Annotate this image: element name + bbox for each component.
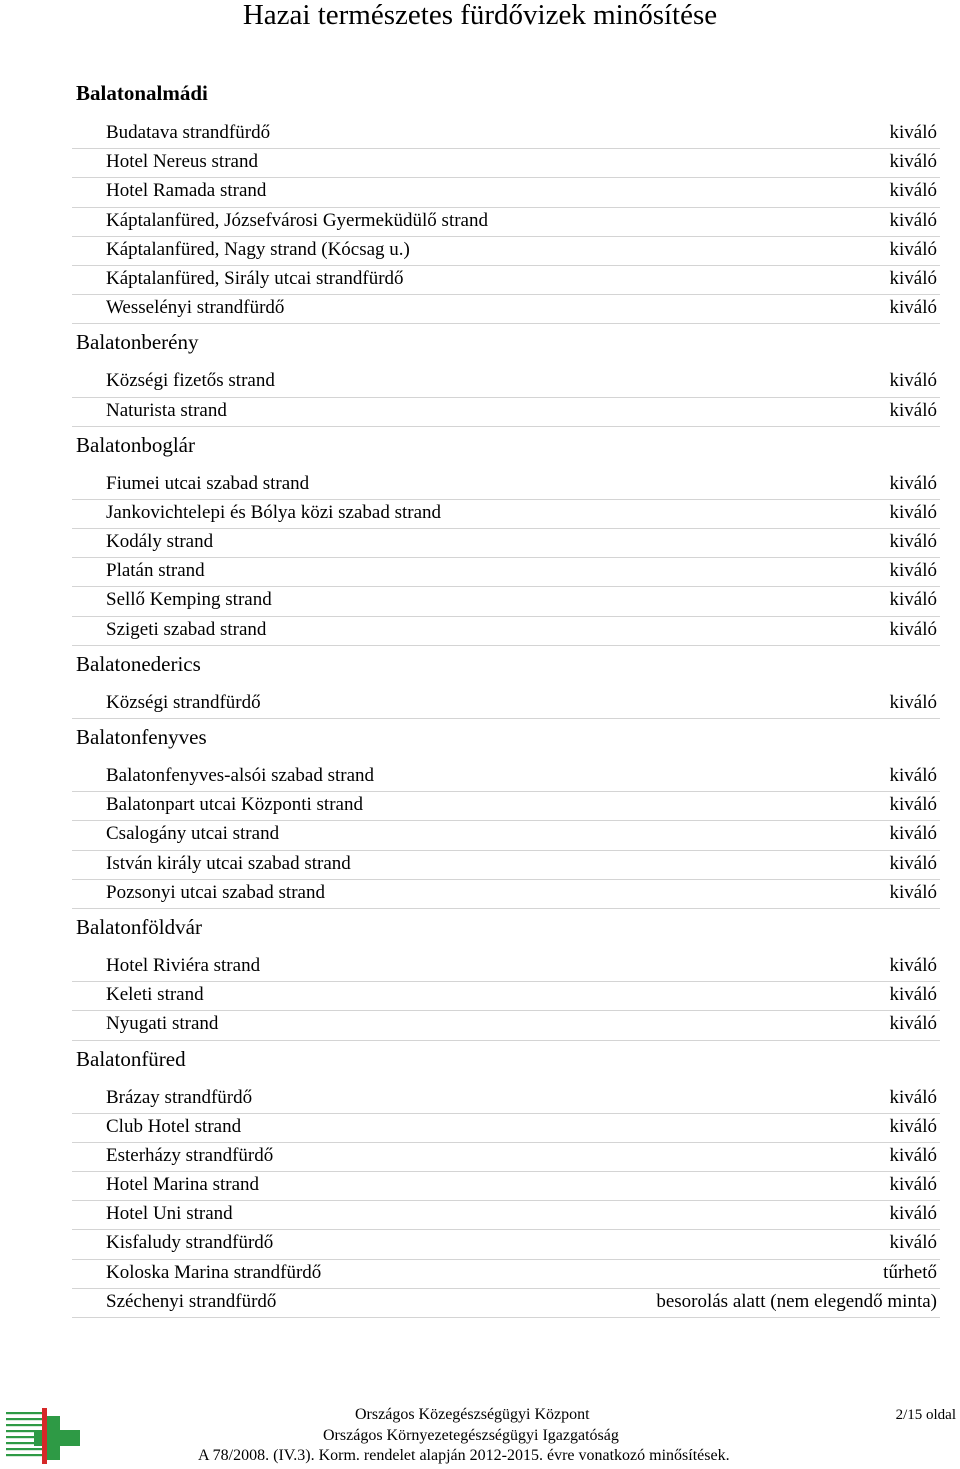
quality-rating: kiváló [889,823,937,845]
quality-rating: kiváló [889,765,937,786]
bathing-site-name: Naturista strand [106,399,227,421]
bathing-site-name: Esterházy strandfürdő [106,1144,274,1166]
table-row [72,617,940,646]
quality-rating: kiváló [889,618,937,640]
quality-rating: kiváló [889,1013,937,1035]
quality-rating: kiváló [889,1086,937,1108]
section-heading: Balatonederics [76,651,201,676]
quality-rating: kiváló [889,267,937,289]
bathing-site-name: Csalogány utcai strand [106,823,280,845]
bathing-site-name: Brázay strandfürdő [106,1086,253,1108]
bathing-site-name: Pozsonyi utcai szabad strand [106,881,325,903]
table-row [72,1201,940,1230]
table-row [72,880,940,909]
quality-rating: kiváló [889,151,937,173]
bathing-site-name: Hotel Riviéra strand [106,954,261,976]
bathing-site-name: Keleti strand [106,984,204,1006]
quality-rating: kiváló [889,209,937,231]
bathing-site-name: Hotel Nereus strand [106,151,258,173]
table-row [72,178,940,207]
quality-rating: tűrhető [883,1261,937,1283]
section-heading: Balatonfenyves [76,725,207,749]
quality-rating: kiváló [889,984,937,1006]
bathing-site-name: Széchenyi strandfürdő [106,1290,277,1312]
table-row [72,295,940,324]
bathing-site-name: Káptalanfüred, Sirály utcai strandfürdő [106,267,404,289]
footer-directorate: Országos Környezetegészségügyi Igazgatóság [323,1427,619,1444]
section-heading: Balatonfüred [76,1046,186,1071]
quality-rating: kiváló [889,691,937,713]
table-row [72,266,940,295]
quality-rating: kiváló [889,297,937,319]
table-row [72,368,940,397]
section [72,1041,940,1319]
table-row [72,1143,940,1172]
bathing-site-name: Koloska Marina strandfürdő [106,1261,322,1283]
bathing-site-name: Balatonfenyves-alsói szabad strand [106,765,375,786]
bathing-water-list [72,76,940,1318]
table-row [72,529,940,558]
quality-rating: kiváló [889,1144,937,1166]
table-row [72,1230,940,1259]
quality-rating: kiváló [889,954,937,976]
bathing-site-name: Hotel Uni strand [106,1203,233,1225]
table-row [72,690,940,719]
quality-rating: kiváló [889,501,937,523]
bathing-site-name: Fiumei utcai szabad strand [106,472,310,494]
bathing-site-name: Balatonpart utcai Központi strand [106,794,363,816]
bathing-site-name: Kodály strand [106,531,214,553]
quality-rating: kiváló [889,589,937,611]
page-number: 2/15 oldal [895,1407,956,1423]
quality-rating: kiváló [889,370,937,392]
bathing-site-name: Platán strand [106,560,205,582]
bathing-site-name: Kisfaludy strandfürdő [106,1232,274,1254]
section-heading: Balatonföldvár [76,914,202,939]
table-row [72,1085,940,1114]
table-row [72,1172,940,1201]
bathing-site-name: Káptalanfüred, Nagy strand (Kócsag u.) [106,238,410,260]
table-row [72,587,940,616]
quality-rating: kiváló [889,1174,937,1196]
table-row [72,237,940,266]
table-row [72,792,940,821]
quality-rating: kiváló [889,1203,937,1225]
section [72,427,940,646]
table-row [72,500,940,529]
bathing-site-name: Sellő Kemping strand [106,589,272,611]
section [72,719,940,909]
section-heading: Balatonberény [76,330,199,355]
page-footer [0,1400,960,1469]
bathing-site-name: Községi strandfürdő [106,691,261,713]
table-row [72,953,940,982]
quality-rating: kiváló [889,1232,937,1254]
table-row [72,763,940,792]
quality-rating: kiváló [889,560,937,582]
table-row [72,398,940,427]
institute-logo-icon [6,1406,86,1466]
quality-rating: kiváló [889,852,937,874]
bathing-site-name: Hotel Marina strand [106,1174,260,1196]
bathing-site-name: Wesselényi strandfürdő [106,297,285,319]
section [72,646,940,719]
quality-rating: kiváló [889,531,937,553]
table-row [72,1011,940,1040]
table-row [72,851,940,880]
page-title: Hazai természetes fürdővizek minősítése [242,0,718,31]
quality-rating: kiváló [889,399,937,421]
table-row [72,558,940,587]
section [72,76,940,324]
bathing-site-name: Nyugati strand [106,1013,219,1035]
bathing-site-name: Budatava strandfürdő [106,122,271,143]
quality-rating: kiváló [889,122,937,143]
table-row [72,1289,940,1318]
table-row [72,1260,940,1289]
quality-rating: kiváló [889,238,937,260]
table-row [72,120,940,149]
quality-rating: kiváló [889,180,937,202]
bathing-site-name: Községi fizetős strand [106,370,275,392]
table-row [72,982,940,1011]
bathing-site-name: Jankovichtelepi és Bólya közi szabad strand [106,501,442,523]
bathing-site-name: Szigeti szabad strand [106,618,267,640]
footer-regulation-note: A 78/2008. (IV.3). Korm. rendelet alapján 2012-2015. évre vonatkozó minősítések. [198,1447,730,1464]
table-row [72,208,940,237]
table-row [72,1114,940,1143]
table-row [72,471,940,500]
section-heading: Balatonboglár [76,432,195,457]
quality-rating: kiváló [889,1115,937,1137]
bathing-site-name: Club Hotel strand [106,1115,242,1137]
table-row [72,821,940,850]
bathing-site-name: Hotel Ramada strand [106,180,267,202]
section [72,324,940,426]
bathing-site-name: Káptalanfüred, Józsefvárosi Gyermeküdülő strand [106,209,488,231]
footer-organization: Országos Közegészségügyi Központ [355,1406,590,1423]
table-row [72,149,940,178]
quality-rating: kiváló [889,472,937,494]
section [72,909,940,1041]
quality-rating: kiváló [889,881,937,903]
section-heading: Balatonalmádi [76,81,208,105]
quality-rating: besorolás alatt (nem elegendő minta) [656,1290,937,1312]
bathing-site-name: István király utcai szabad strand [106,852,351,874]
quality-rating: kiváló [889,794,937,816]
